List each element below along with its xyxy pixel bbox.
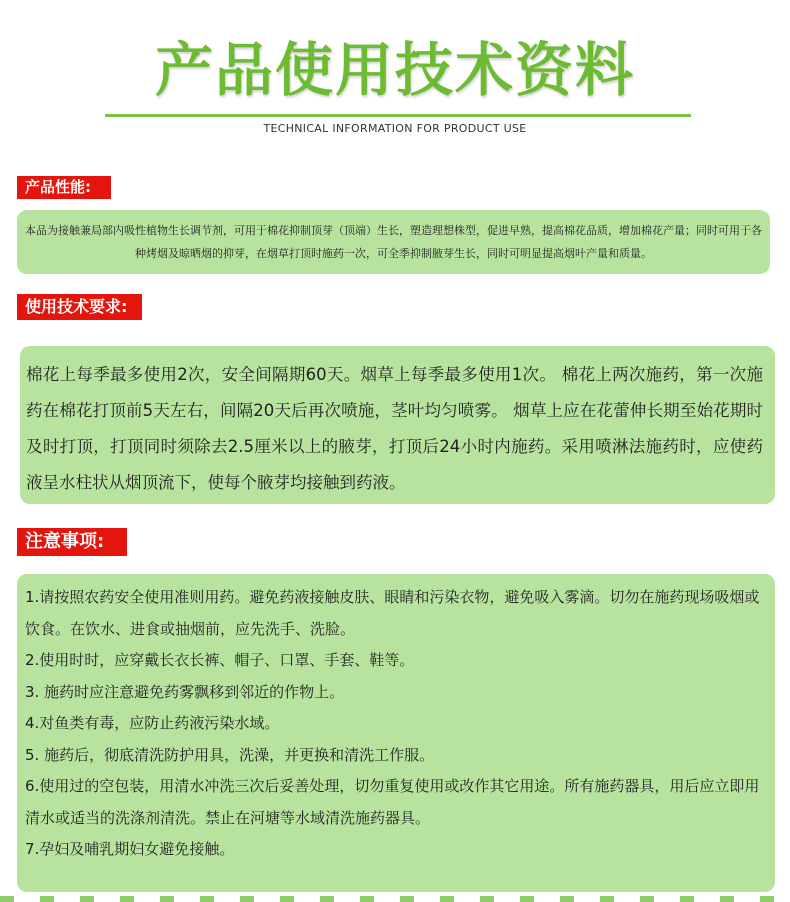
notes-panel xyxy=(17,574,775,892)
note-item-4: 4.对鱼类有毒，应防止药液污染水域。 xyxy=(25,714,280,732)
note-item-6: 6.使用过的空包装，用清水冲洗三次后妥善处理，切勿重复使用或改作其它用途。所有施药器具，用后应立即用清水或适当的洗涤剂清洗。禁止在河塘等水域清洗施药器具。 xyxy=(25,777,760,827)
section-label-usage: 使用技术要求: xyxy=(17,294,142,320)
section-label-notes: 注意事项: xyxy=(17,528,127,556)
note-item-2: 2.使用时时，应穿戴长衣长裤、帽子、口罩、手套、鞋等。 xyxy=(25,651,415,669)
usage-panel xyxy=(20,346,775,504)
usage-text: 棉花上每季最多使用2次，安全间隔期60天。烟草上每季最多使用1次。 棉花上两次施药，第一次施药在棉花打顶前5天左右，间隔20天后再次喷施，茎叶均匀喷雾。 烟草上应在花蕾伸长期至始花期时及时打顶，打顶同时须除去2.5厘米以上的腋芽，打顶后24小时内施药。采用喷淋法施药时，应使药液呈水柱状从烟顶流下，使每个腋芽均接触到药液。 xyxy=(26,365,763,492)
bottom-decoration xyxy=(0,896,790,902)
performance-panel xyxy=(17,210,770,274)
performance-text: 本品为接触兼局部内吸性植物生长调节剂，可用于棉花抑制顶芽（顶端）生长，塑造理想株型，促进早熟，提高棉花品质，增加棉花产量；同时可用于各种烤烟及晾晒烟的抑芽，在烟草打顶时施药一次，可全季抑制腋芽生长，同时可明显提高烟叶产量和质量。 xyxy=(25,224,762,260)
note-item-3: 3. 施药时应注意避免药雾飘移到邻近的作物上。 xyxy=(25,682,345,701)
note-item-1: 1.请按照农药安全使用准则用药。避免药液接触皮肤、眼睛和污染衣物，避免吸入雾滴。切勿在施药现场吸烟或饮食。在饮水、进食或抽烟前，应先洗手、洗脸。 xyxy=(25,588,760,638)
page-title: 产品使用技术资料 xyxy=(154,36,635,104)
note-item-5: 5. 施药后，彻底清洗防护用具，洗澡，并更换和清洗工作服。 xyxy=(25,745,435,764)
section-label-performance: 产品性能: xyxy=(17,176,111,199)
note-item-7: 7.孕妇及哺乳期妇女避免接触。 xyxy=(25,840,235,858)
title-divider xyxy=(105,114,691,117)
page-subtitle: TECHNICAL INFORMATION FOR PRODUCT USE xyxy=(263,122,527,135)
